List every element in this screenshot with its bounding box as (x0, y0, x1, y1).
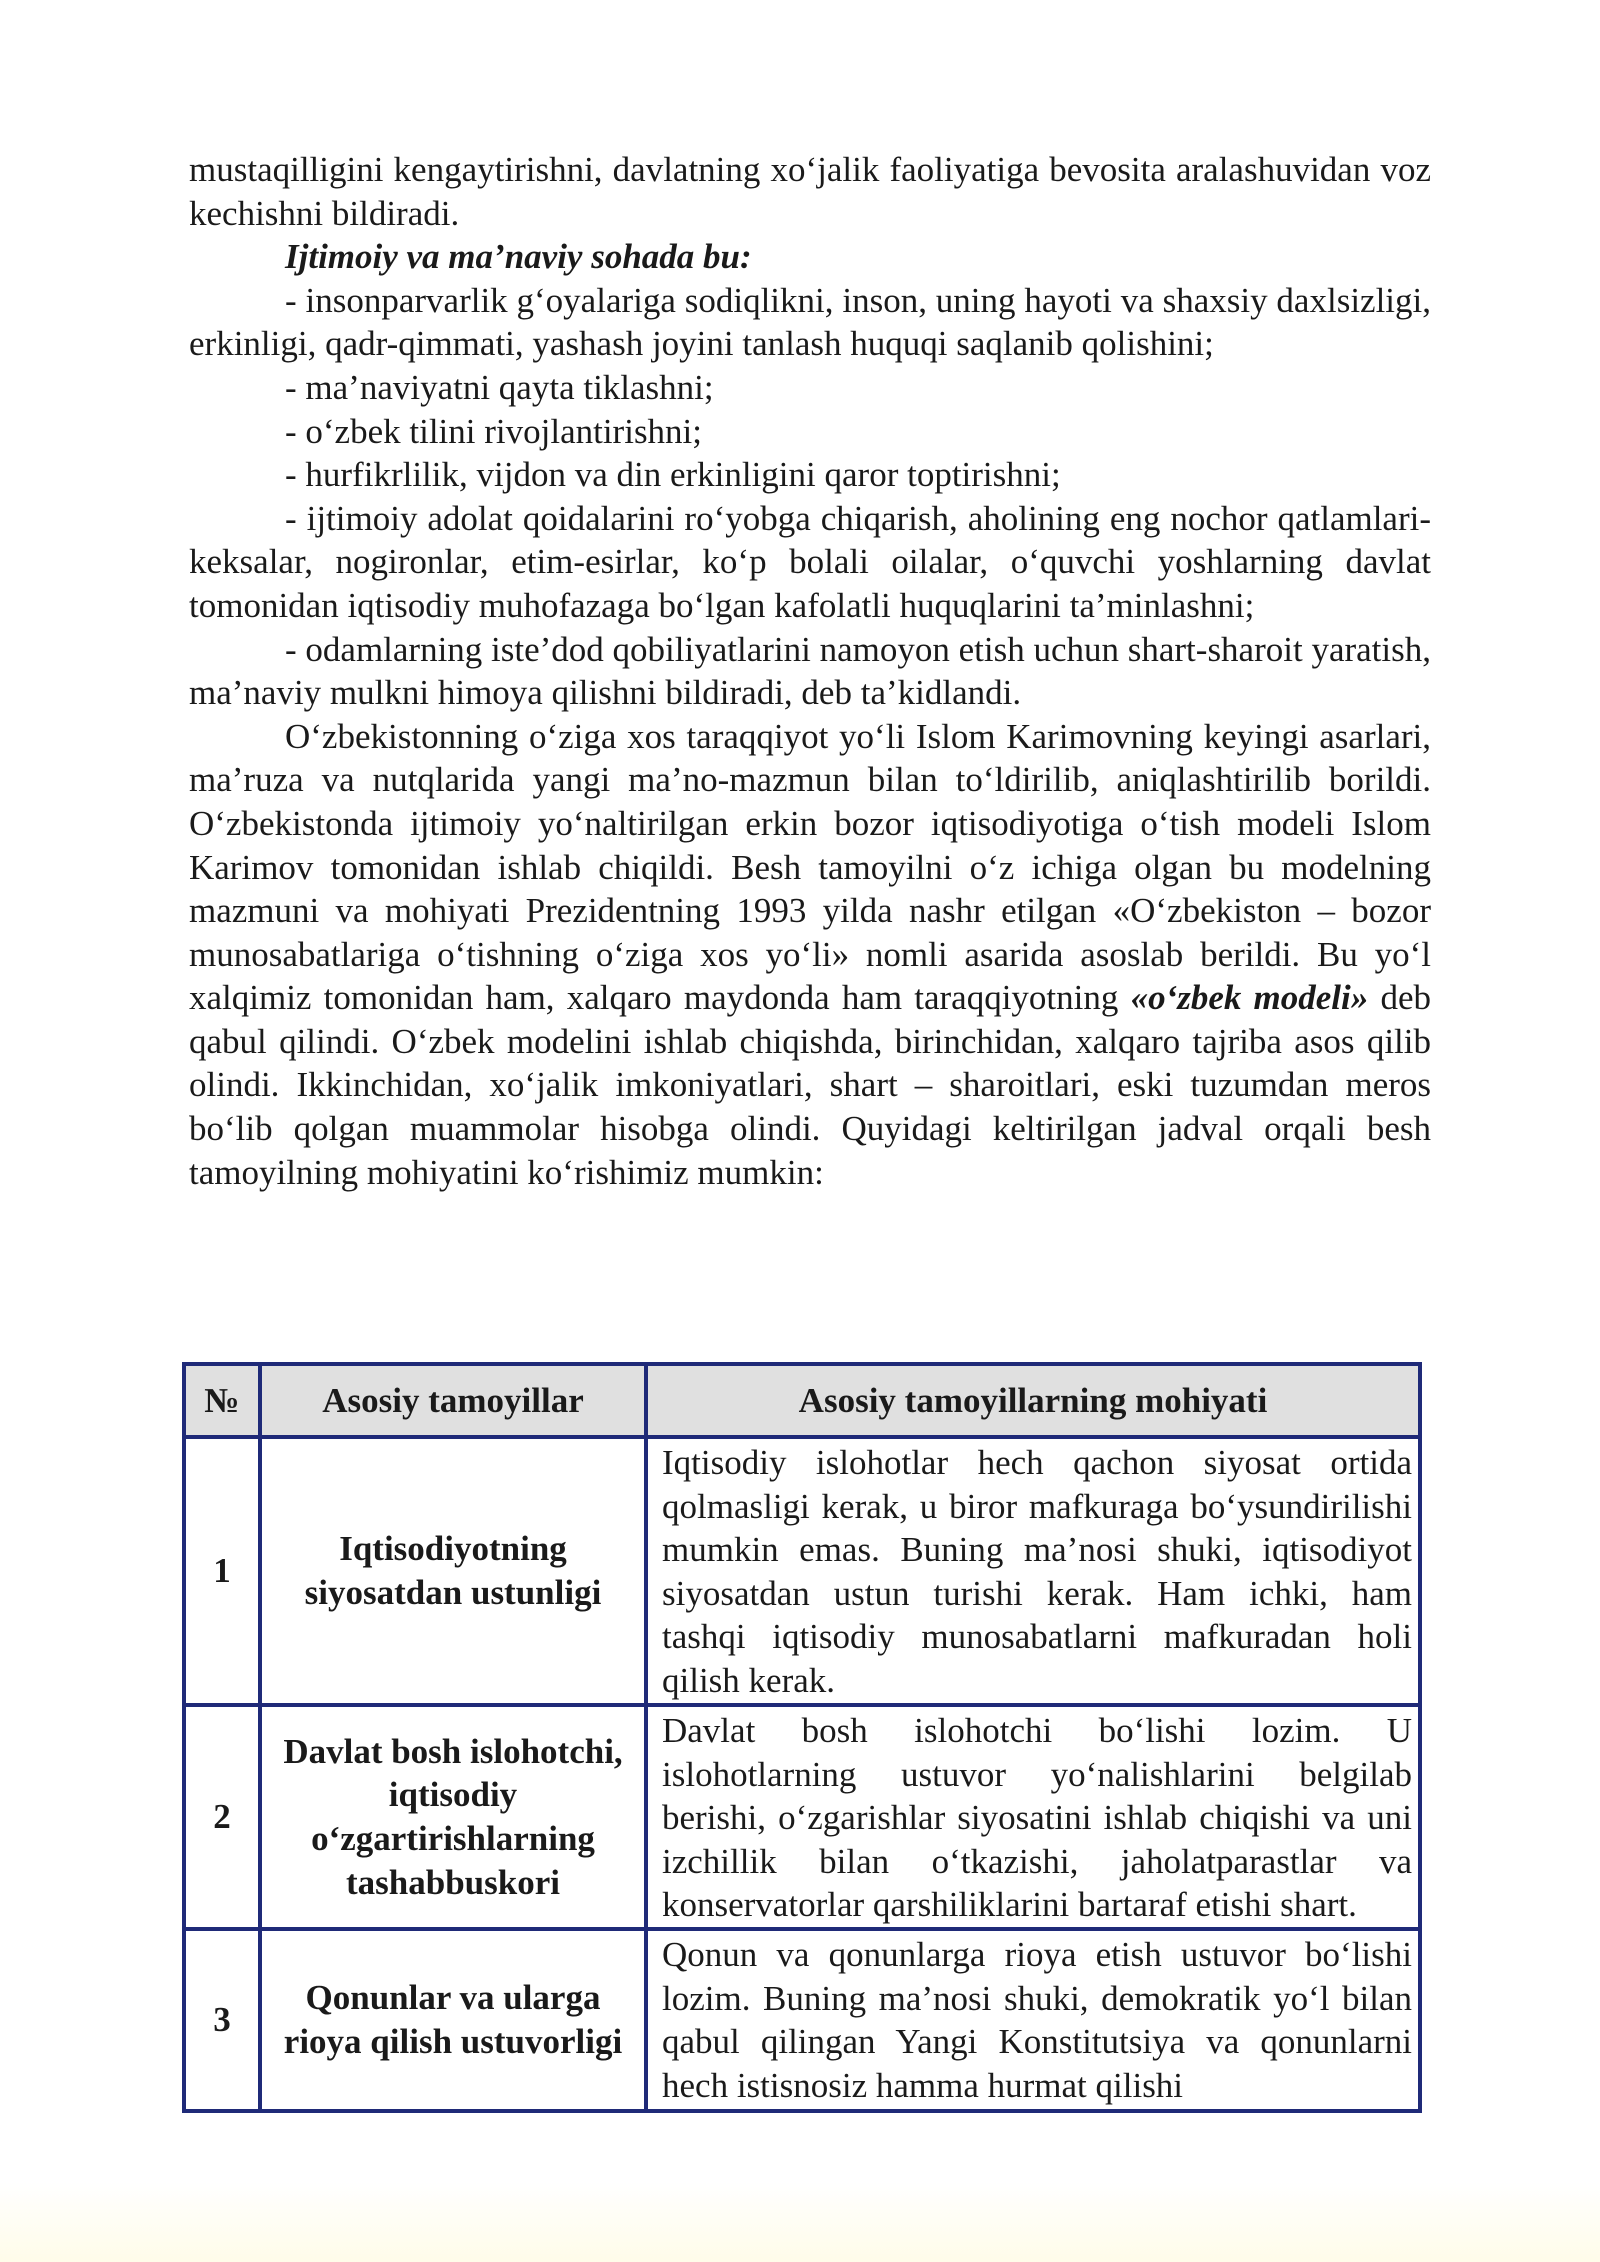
header-principles: Asosiy tamoyillar (260, 1364, 646, 1437)
list-item: - odamlarning iste’dod qobiliyatlarini namoyon etish uchun shart-sharoit yaratish, ma’naviy mulkni himoya qilishni bildiradi, deb ta’kidlandi. (189, 629, 1431, 713)
main-text-after: deb qabul qilindi. O‘zbek modelini ishlab chiqishda, birinchidan, xalqaro tajriba asos qilib olindi. Ikkinchidan, xo‘jalik imkoniyatlari, shart – sharoitlari, eski tuzumdan meros bo‘lib qolgan muammolar hisobga olindi. Quyidagi keltirilgan jadval orqali besh tamoyilning mohiyatini ko‘rishimiz mumkin: (189, 978, 1431, 1192)
header-number: № (184, 1364, 260, 1437)
principle-name: Qonunlar va ularga rioya qilish ustuvorligi (260, 1929, 646, 2111)
table-header-row (184, 1364, 1420, 1437)
table-row (184, 1437, 1420, 1705)
header-essence: Asosiy tamoyillarning mohiyati (646, 1364, 1420, 1437)
principles-table (182, 1362, 1422, 2113)
table-row (184, 1705, 1420, 1929)
list-item: - hurfikrlilik, vijdon va din erkinligini qaror toptirishni; (285, 455, 1061, 495)
principle-name: Davlat bosh islohotchi, iqtisodiy o‘zgartirishlarning tashabbuskori (260, 1705, 646, 1929)
table-row (184, 1929, 1420, 2111)
principle-description: Iqtisodiy islohotlar hech qachon siyosat ortida qolmasligi kerak, u biror mafkuraga bo‘ysundirilishi mumkin emas. Buning ma’nosi shuki, iqtisodiyot siyosatdan ustun turishi kerak. Ham ichki, ham tashqi iqtisodiy munosabatlarni mafkuradan holi qilish kerak. (646, 1437, 1420, 1705)
principle-description: Davlat bosh islohotchi bo‘lishi lozim. U islohotlarning ustuvor yo‘nalishlarini belgilab berishi, o‘zgarishlar siyosatini ishlab chiqishi va uni izchillik bilan o‘tkazishi, jaholatparastlar va konservatorlar qarshiliklarini bartaraf etishi shart. (646, 1705, 1420, 1929)
list-item: - ijtimoiy adolat qoidalarini ro‘yobga chiqarish, aholining eng nochor qatlamlari-keksalar, nogironlar, etim-esirlar, ko‘p bolali oilalar, o‘quvchi yoshlarning davlat tomonidan iqtisodiy muhofazaga bo‘lgan kafolatli huquqlarini ta’minlashni; (189, 498, 1431, 625)
principle-name: Iqtisodiyotning siyosatdan ustunligi (260, 1437, 646, 1705)
main-text-before: O‘zbekistonning o‘ziga xos taraqqiyot yo‘li Islom Karimovning keyingi asarlari, ma’ruza va nutqlarida yangi ma’no-mazmun bilan to‘ldirilib, aniqlashtirilib borildi. O‘zbekistonda ijtimoiy yo‘naltirilgan erkin bozor iqtisodiyotiga o‘tish modeli Islom Karimov tomonidan ishlab chiqildi. Besh tamoyilni o‘z ichiga olgan bu modelning mazmuni va mohiyati Prezidentning 1993 yilda nashr etilgan «O‘zbekiston – bozor munosabatlariga o‘tishning o‘ziga xos yo‘li» nomli asarida asoslab berildi. Bu yo‘l xalqimiz tomonidan ham, xalqaro maydonda ham taraqqiyotning (189, 716, 1431, 1018)
principle-description: Qonun va qonunlarga rioya etish ustuvor bo‘lishi lozim. Buning ma’nosi shuki, demokratik yo‘l bilan qabul qilingan Yangi Konstitutsiya va qonunlarni hech istisnosiz hamma hurmat qilishi (646, 1929, 1420, 2111)
section-heading: Ijtimoiy va ma’naviy sohada bu: (285, 237, 752, 277)
list-item: - insonparvarlik g‘oyalariga sodiqlikni, inson, uning hayoti va shaxsiy daxlsizligi, erkinligi, qadr-qimmati, yashash joyini tanlash huquqi saqlanib qolishini; (189, 280, 1431, 364)
paragraph-continuation: mustaqilligini kengaytirishni, davlatning xo‘jalik faoliyatiga bevosita aralashuvidan voz kechishni bildiradi. (189, 150, 1431, 233)
main-paragraph (189, 715, 1431, 1195)
row-number: 1 (184, 1437, 260, 1705)
list-item: - o‘zbek tilini rivojlantirishni; (285, 411, 703, 451)
list-item: - ma’naviyatni qayta tiklashni; (285, 367, 714, 407)
document-body (189, 148, 1431, 1194)
emphasis-uzbek-model: «o‘zbek modeli» (1130, 978, 1369, 1018)
page-bottom-tint (0, 2182, 1600, 2262)
row-number: 3 (184, 1929, 260, 2111)
row-number: 2 (184, 1705, 260, 1929)
